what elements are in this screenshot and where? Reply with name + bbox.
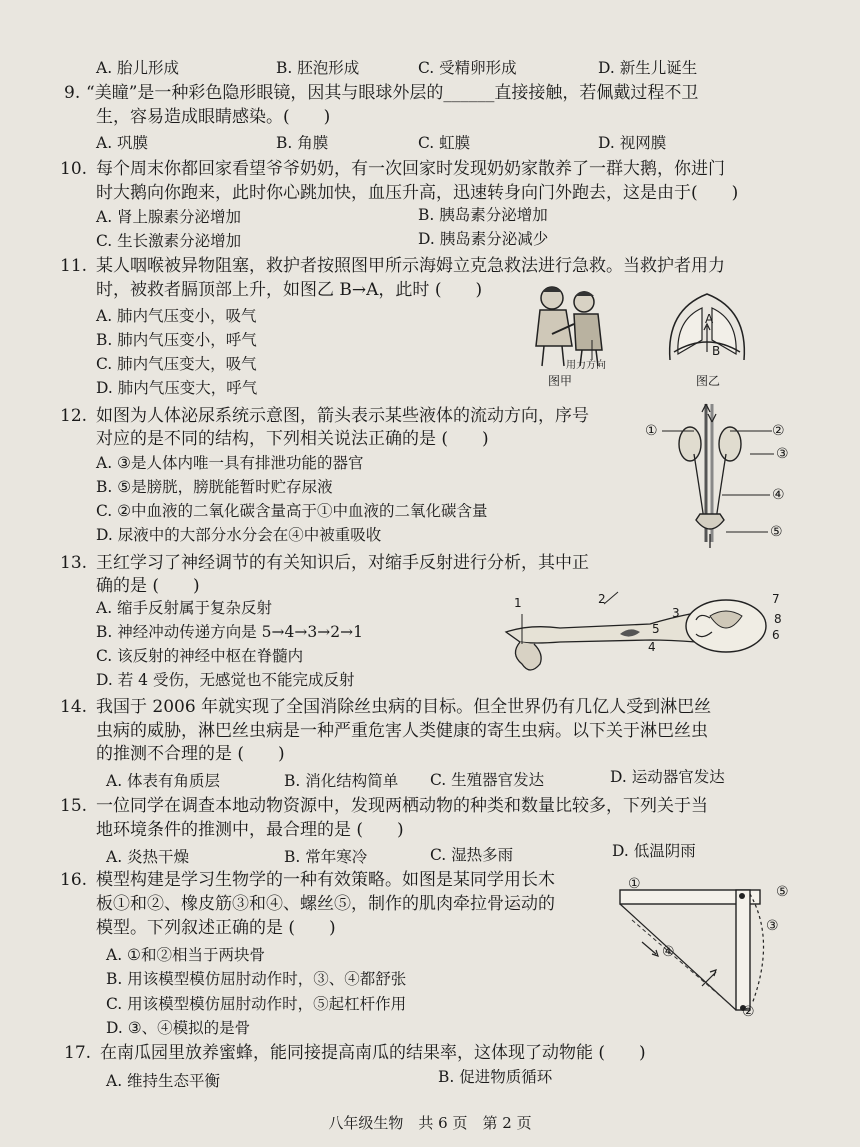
q13-option-c: C. 该反射的神经中枢在脊髓内 <box>96 647 304 665</box>
diaphragm-figure <box>662 290 752 370</box>
question-16-text-3: 模型。下列叙述正确的是 ( ) <box>96 918 336 938</box>
question-number: 13. <box>60 553 88 573</box>
question-text: “美瞳”是一种彩色隐形眼镜，因其与眼球外层的______直接接触，若佩戴过程不卫 <box>86 83 699 103</box>
fig2-caption: 图乙 <box>696 374 721 388</box>
urinary-label-4: ④ <box>772 487 785 503</box>
question-14-text-3: 的推测不合理的是 ( ) <box>96 744 285 764</box>
q8-option-c: C. 受精卵形成 <box>418 59 517 77</box>
q16-option-d: D. ③、④模拟的是骨 <box>106 1019 251 1037</box>
q11-option-d: D. 肺内气压变大，呼气 <box>96 379 258 397</box>
urinary-label-1: ① <box>645 423 658 439</box>
urinary-leader-lines <box>660 420 780 540</box>
q8-option-a: A. 胎儿形成 <box>96 59 180 77</box>
reflex-label-1: 1 <box>514 596 522 610</box>
reflex-label-7: 7 <box>772 592 780 606</box>
fig2-label-a: A <box>705 312 714 326</box>
urinary-label-3: ③ <box>776 446 789 462</box>
q16-option-c: C. 用该模型模仿屈肘动作时，⑤起杠杆作用 <box>106 995 407 1013</box>
question-text: 在南瓜园里放养蜜蜂，能同接提高南瓜的结果率，这体现了动物能 ( ) <box>100 1043 646 1063</box>
q12-option-c: C. ②中血液的二氧化碳含量高于①中血液的二氧化碳含量 <box>96 502 488 520</box>
question-number: 12. <box>60 406 88 426</box>
q10-option-b: B. 胰岛素分泌增加 <box>418 206 548 224</box>
question-text: 每个周末你都回家看望爷爷奶奶，有一次回家时发现奶奶家散养了一群大鹅，你进门 <box>96 159 725 179</box>
question-12 <box>60 405 589 427</box>
reflex-label-2: 2 <box>598 592 606 606</box>
question-number: 14. <box>60 697 88 717</box>
q11-option-a: A. 肺内气压变小，吸气 <box>96 307 257 325</box>
reflex-label-4: 4 <box>648 640 656 654</box>
question-10-text-2: 时大鹅向你跑来，此时你心跳加快，血压升高，迅速转身向门外跑去，这是由于( ) <box>96 183 739 203</box>
question-9-text-2: 生，容易造成眼睛感染。( ) <box>96 107 331 127</box>
q10-option-a: A. 肾上腺素分泌增加 <box>96 208 242 226</box>
muscle-model-figure <box>612 870 802 1020</box>
q15-option-d: D. 低温阴雨 <box>612 842 696 860</box>
urinary-label-2: ② <box>772 423 785 439</box>
question-text: 如图为人体泌尿系统示意图，箭头表示某些液体的流动方向，序号 <box>96 406 589 426</box>
page-footer: 八年级生物 共 6 页 第 2 页 <box>328 1114 532 1132</box>
question-number: 15. <box>60 796 88 816</box>
q12-option-d: D. 尿液中的大部分水分会在④中被重吸收 <box>96 526 382 544</box>
reflex-arc-figure <box>500 584 770 680</box>
q17-option-a: A. 维持生态平衡 <box>106 1072 221 1090</box>
question-14-text-2: 虫病的威胁，淋巴丝虫病是一种严重危害人类健康的寄生虫病。以下关于淋巴丝虫 <box>96 721 708 741</box>
q14-option-d: D. 运动器官发达 <box>610 768 725 786</box>
question-number: 11. <box>60 256 88 276</box>
q15-option-c: C. 湿热多雨 <box>430 846 514 864</box>
urinary-label-5: ⑤ <box>770 524 783 540</box>
q8-option-b: B. 胚泡形成 <box>276 59 360 77</box>
model-label-4: ④ <box>662 944 675 960</box>
fig1-caption: 图甲 <box>548 374 573 388</box>
question-number: 17. <box>64 1043 92 1063</box>
reflex-label-5: 5 <box>652 622 660 636</box>
question-16-text-2: 板①和②、橡皮筋③和④、螺丝⑤，制作的肌肉牵拉骨运动的 <box>96 894 555 914</box>
q17-option-b: B. 促进物质循环 <box>438 1068 553 1086</box>
q9-option-c: C. 虹膜 <box>418 134 471 152</box>
q13-option-d: D. 若 4 受伤，无感觉也不能完成反射 <box>96 671 355 689</box>
model-label-3: ③ <box>766 918 779 934</box>
q9-option-a: A. 巩膜 <box>96 134 149 152</box>
q12-option-b: B. ⑤是膀胱，膀胱能暂时贮存尿液 <box>96 478 333 496</box>
question-text: 王红学习了神经调节的有关知识后，对缩手反射进行分析，其中正 <box>96 553 589 573</box>
q11-option-b: B. 肺内气压变小，呼气 <box>96 331 257 349</box>
question-text: 我国于 2006 年就实现了全国消除丝虫病的目标。但全世界仍有几亿人受到淋巴丝 <box>96 697 712 717</box>
question-text: 某人咽喉被异物阻塞，救护者按照图甲所示海姆立克急救法进行急救。当救护者用力 <box>96 256 725 276</box>
q9-option-d: D. 视网膜 <box>598 134 667 152</box>
question-11 <box>60 255 725 277</box>
model-label-1: ① <box>628 876 641 892</box>
question-10 <box>60 158 725 180</box>
q13-option-a: A. 缩手反射属于复杂反射 <box>96 599 273 617</box>
question-13-text-2: 确的是 ( ) <box>96 576 200 596</box>
q10-option-c: C. 生长激素分泌增加 <box>96 232 242 250</box>
question-16 <box>60 869 555 891</box>
q14-option-b: B. 消化结构简单 <box>284 772 399 790</box>
question-14 <box>60 696 711 718</box>
question-9 <box>64 82 698 104</box>
q10-option-d: D. 胰岛素分泌减少 <box>418 230 549 248</box>
question-17 <box>64 1042 646 1064</box>
q16-option-a: A. ①和②相当于两块骨 <box>106 946 265 964</box>
model-label-5: ⑤ <box>776 884 789 900</box>
question-number: 16. <box>60 870 88 890</box>
question-15 <box>60 795 708 817</box>
reflex-label-8: 8 <box>774 612 782 626</box>
q11-option-c: C. 肺内气压变大，吸气 <box>96 355 257 373</box>
reflex-label-6: 6 <box>772 628 780 642</box>
fig2-label-b: B <box>712 344 721 358</box>
question-11-text-2: 时，被救者膈顶部上升，如图乙 B→A，此时 ( ) <box>96 280 483 300</box>
question-15-text-2: 地环境条件的推测中，最合理的是 ( ) <box>96 820 404 840</box>
q14-option-c: C. 生殖器官发达 <box>430 771 545 789</box>
question-text: 一位同学在调查本地动物资源中，发现两栖动物的种类和数量比较多，下列关于当 <box>96 796 708 816</box>
reflex-label-3: 3 <box>672 606 680 620</box>
question-13 <box>60 552 589 574</box>
q12-option-a: A. ③是人体内唯一具有排泄功能的器官 <box>96 454 364 472</box>
fig1-arrow-label: 用力方向 <box>566 360 606 371</box>
question-number: 10. <box>60 159 88 179</box>
q15-option-b: B. 常年寒冷 <box>284 848 368 866</box>
q13-option-b: B. 神经冲动传递方向是 5→4→3→2→1 <box>96 623 363 641</box>
question-number: 9. <box>64 83 81 103</box>
question-text: 模型构建是学习生物学的一种有效策略。如图是某同学用长木 <box>96 870 555 890</box>
q9-option-b: B. 角膜 <box>276 134 329 152</box>
q14-option-a: A. 体表有角质层 <box>106 772 221 790</box>
question-12-text-2: 对应的是不同的结构，下列相关说法正确的是 ( ) <box>96 429 489 449</box>
q16-option-b: B. 用该模型模仿屈肘动作时，③、④都舒张 <box>106 970 407 988</box>
q8-option-d: D. 新生儿诞生 <box>598 59 698 77</box>
model-label-2: ② <box>742 1004 755 1020</box>
q15-option-a: A. 炎热干燥 <box>106 848 190 866</box>
